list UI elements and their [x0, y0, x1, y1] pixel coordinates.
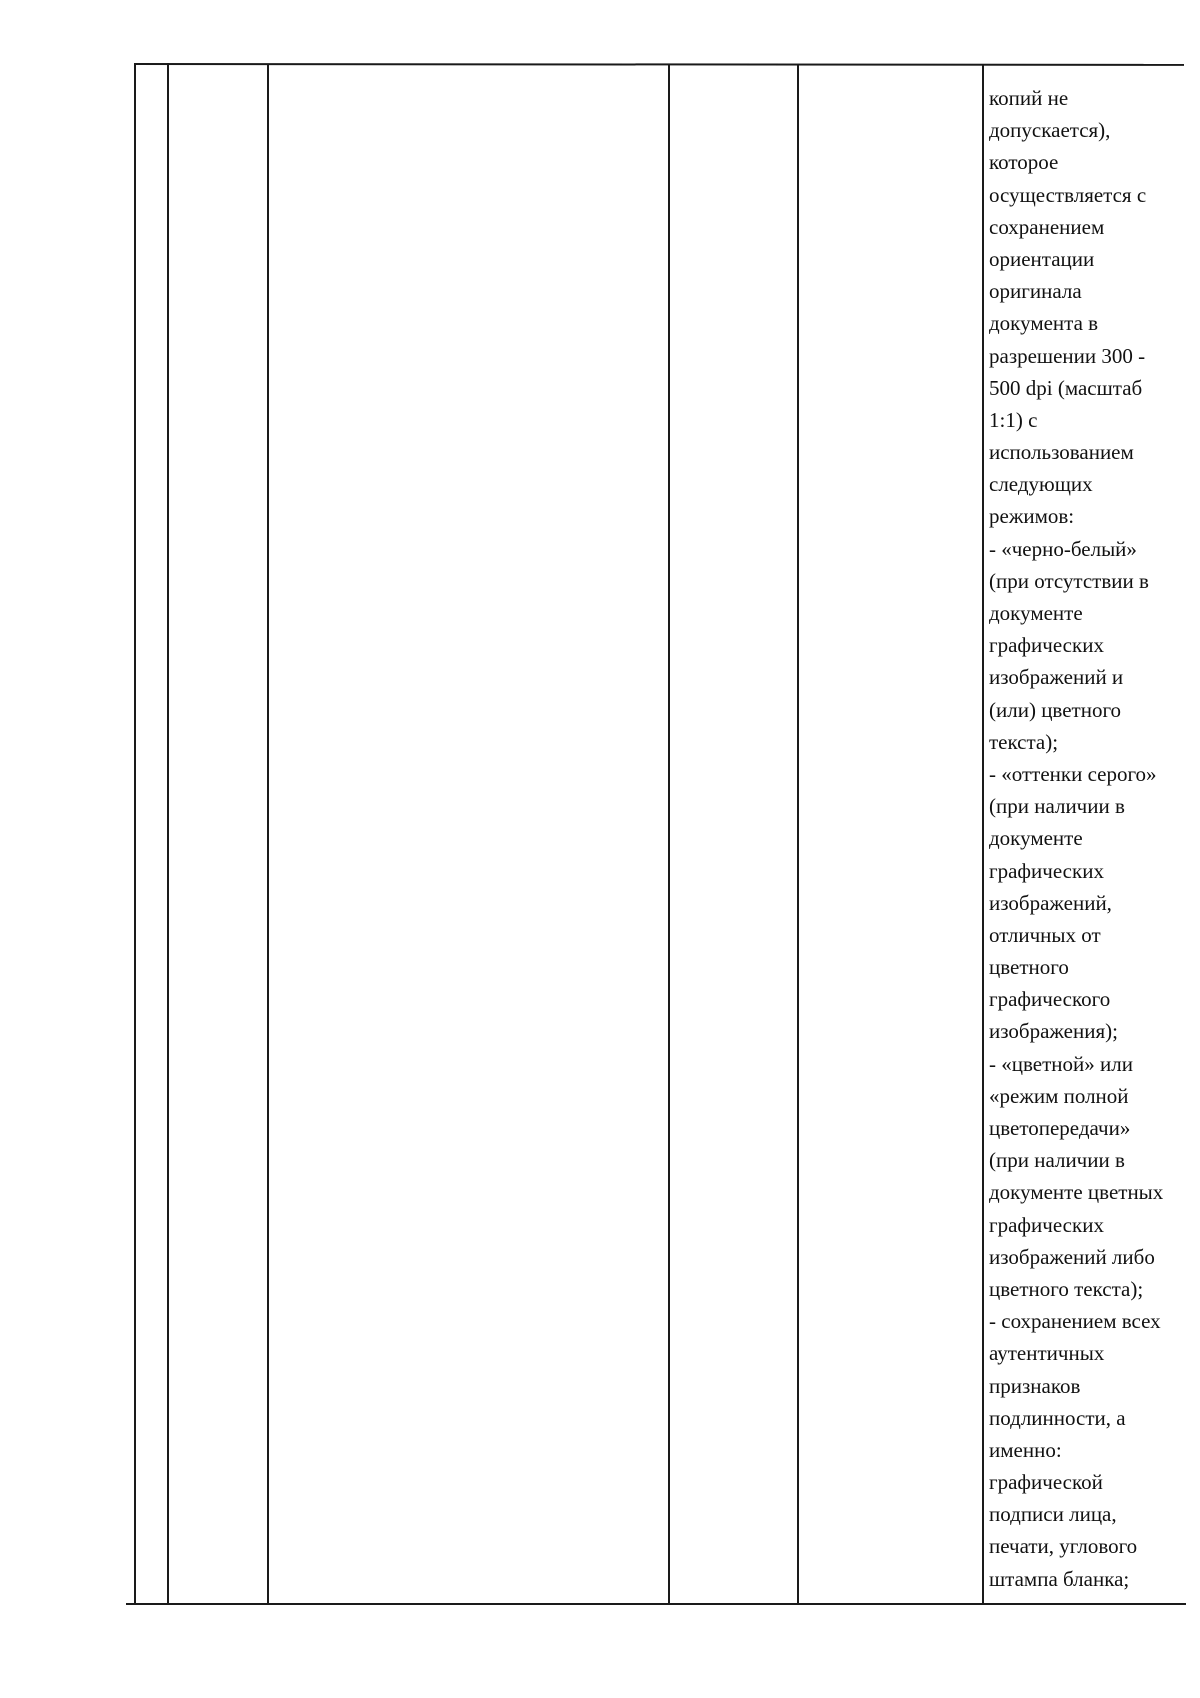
- text-line: документе: [989, 601, 1083, 625]
- table-top-border: [134, 63, 1184, 66]
- text-line: цветного текста);: [989, 1276, 1144, 1301]
- text-line: именно:: [989, 1437, 1062, 1462]
- text-line: подлинности, а: [989, 1405, 1126, 1430]
- text-line: изображений,: [989, 890, 1112, 915]
- text-line: использованием: [989, 440, 1134, 465]
- text-line: следующих: [989, 472, 1093, 497]
- text-line: документе: [989, 826, 1083, 851]
- text-line: текста);: [989, 729, 1059, 754]
- text-line: изображения);: [989, 1019, 1118, 1044]
- text-line: документа в: [989, 311, 1099, 336]
- text-line: отличных от: [989, 922, 1101, 947]
- column-border-5: [797, 65, 799, 1603]
- text-line: которое: [989, 150, 1059, 175]
- text-line: сохранением: [989, 214, 1105, 239]
- text-line: - «черно-белый»: [989, 536, 1137, 561]
- text-line: разрешении 300 -: [989, 343, 1146, 368]
- text-line: режимов:: [989, 504, 1075, 529]
- text-line: цветопередачи»: [989, 1116, 1131, 1140]
- text-line: цветного: [989, 955, 1069, 980]
- text-line: признаков: [989, 1373, 1081, 1398]
- text-line: (при отсутствии в: [989, 568, 1149, 593]
- text-line: допускается),: [989, 118, 1111, 143]
- text-line: подписи лица,: [989, 1502, 1117, 1527]
- last-column-cell-text: [989, 82, 1185, 1602]
- text-line: графических: [989, 1212, 1104, 1237]
- text-line: изображений либо: [989, 1244, 1155, 1269]
- text-line: ориентации: [989, 246, 1095, 271]
- column-border-1: [134, 63, 136, 1603]
- text-line: 1:1) с: [989, 407, 1038, 432]
- text-line: - «оттенки серого»: [989, 761, 1157, 786]
- text-line: осуществляется с: [989, 182, 1147, 207]
- text-line: копий не: [989, 86, 1069, 110]
- column-border-2: [167, 63, 169, 1603]
- text-line: графических: [989, 633, 1104, 658]
- text-line: (при наличии в: [989, 1148, 1125, 1173]
- text-line: (при наличии в: [989, 794, 1125, 819]
- text-line: - сохранением всех: [989, 1309, 1161, 1334]
- column-border-4: [668, 64, 670, 1603]
- text-line: - «цветной» или: [989, 1051, 1133, 1076]
- column-border-6: [982, 65, 984, 1603]
- text-line: 500 dpi (масштаб: [989, 375, 1143, 400]
- text-line: печати, углового: [989, 1534, 1138, 1559]
- column-border-3: [267, 64, 269, 1603]
- text-line: «режим полной: [989, 1083, 1129, 1108]
- text-line: графической: [989, 1470, 1103, 1495]
- text-line: аутентичных: [989, 1341, 1105, 1366]
- text-line: документе цветных: [989, 1180, 1164, 1205]
- text-line: штампа бланка;: [989, 1566, 1130, 1591]
- text-line: (или) цветного: [989, 697, 1122, 722]
- text-line: изображений и: [989, 665, 1124, 690]
- table-bottom-border: [126, 1603, 1186, 1605]
- text-line: графических: [989, 858, 1104, 883]
- text-line: графического: [989, 987, 1111, 1012]
- text-line: оригинала: [989, 279, 1082, 304]
